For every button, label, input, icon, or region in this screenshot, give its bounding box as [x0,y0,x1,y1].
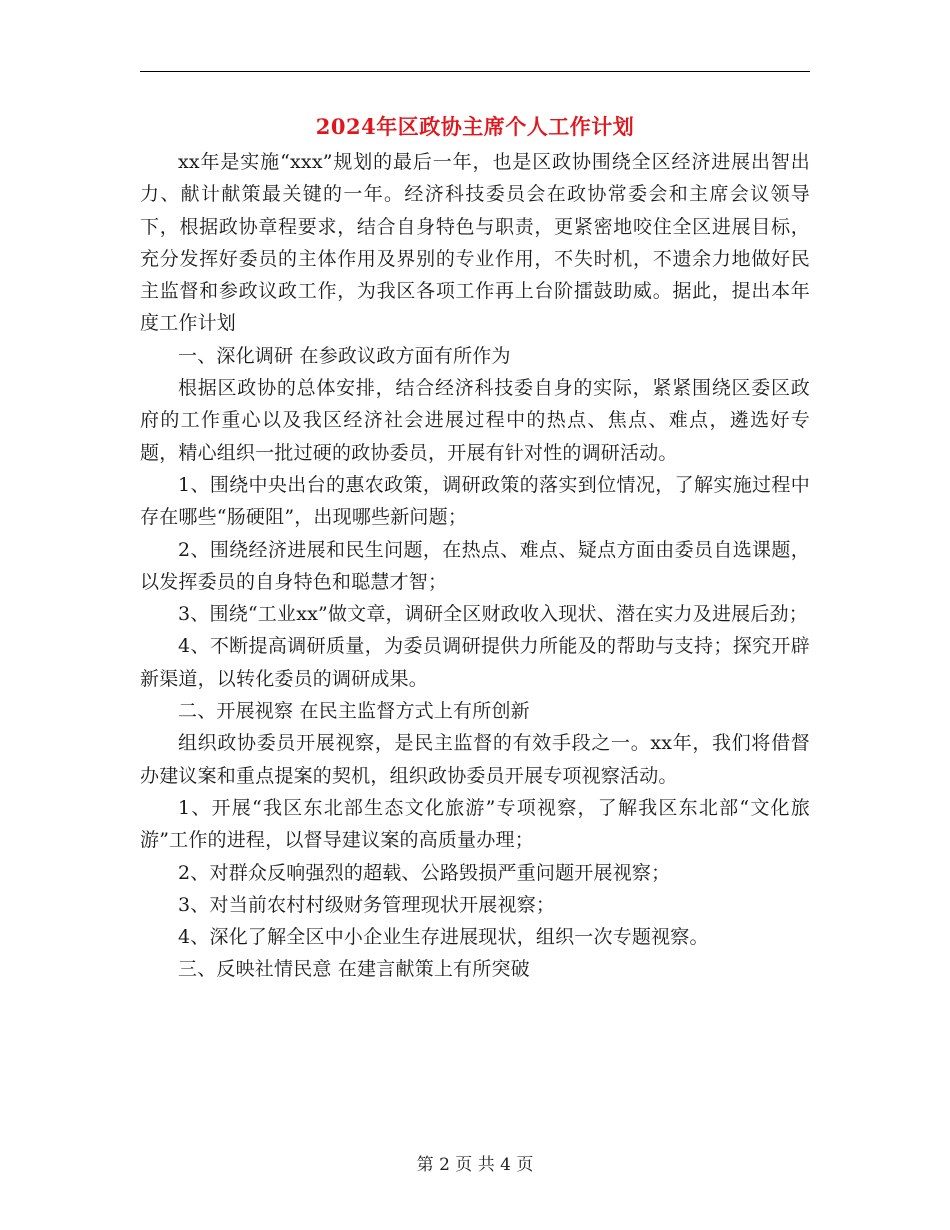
section-2-item-3: 3、对当前农村村级财务管理现状开展视察； [178,893,556,916]
document-title: 2024年区政协主席个人工作计划 [315,114,635,139]
document-body [140,146,810,986]
section-1-item-1: 1、围绕中央出台的惠农政策，调研政策的落实到位情况，了解实施过程中存在哪些“肠硬阻”，出现哪些新问题； [140,473,810,529]
section-heading-2: 二、开展视察 在民主监督方式上有所创新 [178,700,530,723]
section-1-item-3: 3、围绕“工业xx”做文章，调研全区财政收入现状、潜在实力及进展后劲； [178,603,808,626]
intro-paragraph: xx年是实施“xxx”规划的最后一年，也是区政协围绕全区经济进展出智出力、献计献策最关键的一年。经济科技委员会在政协常委会和主席会议领导下，根据政协章程要求，结合自身特色与职责，更紧密地咬住全区进展目标，充分发挥好委员的主体作用及界别的专业作用，不失时机，不遗余力地做好民主监督和参政议政工作，为我区各项工作再上台阶擂鼓助威。据此，提出本年度工作计划 [140,151,810,335]
section-1-item-4: 4、不断提高调研质量，为委员调研提供力所能及的帮助与支持；探究开辟新渠道，以转化委员的调研成果。 [140,635,810,690]
section-2-intro: 组织政协委员开展视察，是民主监督的有效手段之一。xx年，我们将借督办建议案和重点提案的契机，组织政协委员开展专项视察活动。 [140,732,810,787]
section-1-intro: 根据区政协的总体安排，结合经济科技委自身的实际，紧紧围绕区委区政府的工作重心以及我区经济社会进展过程中的热点、焦点、难点，遴选好专题，精心组织一批过硬的政协委员，开展有针对性的调研活动。 [140,377,810,464]
section-2-item-4: 4、深化了解全区中小企业生存进展现状，组织一次专题视察。 [178,926,709,949]
header-rule [140,71,810,72]
page-number-label: 第 2 页 共 4 页 [416,1155,534,1175]
page-footer [0,1153,950,1177]
section-2-item-1: 1、开展“我区东北部生态文化旅游”专项视察，了解我区东北部“文化旅游”工作的进程，以督导建议案的高质量办理； [140,796,810,852]
section-heading-1: 一、深化调研 在参政议政方面有所作为 [178,344,511,367]
section-1-item-2: 2、围绕经济进展和民生问题，在热点、难点、疑点方面由委员自选课题，以发挥委员的自身特色和聪慧才智； [140,538,810,593]
section-2-item-2: 2、对群众反响强烈的超载、公路毁损严重问题开展视察； [178,861,671,884]
section-heading-3: 三、反映社情民意 在建言献策上有所突破 [178,958,530,981]
